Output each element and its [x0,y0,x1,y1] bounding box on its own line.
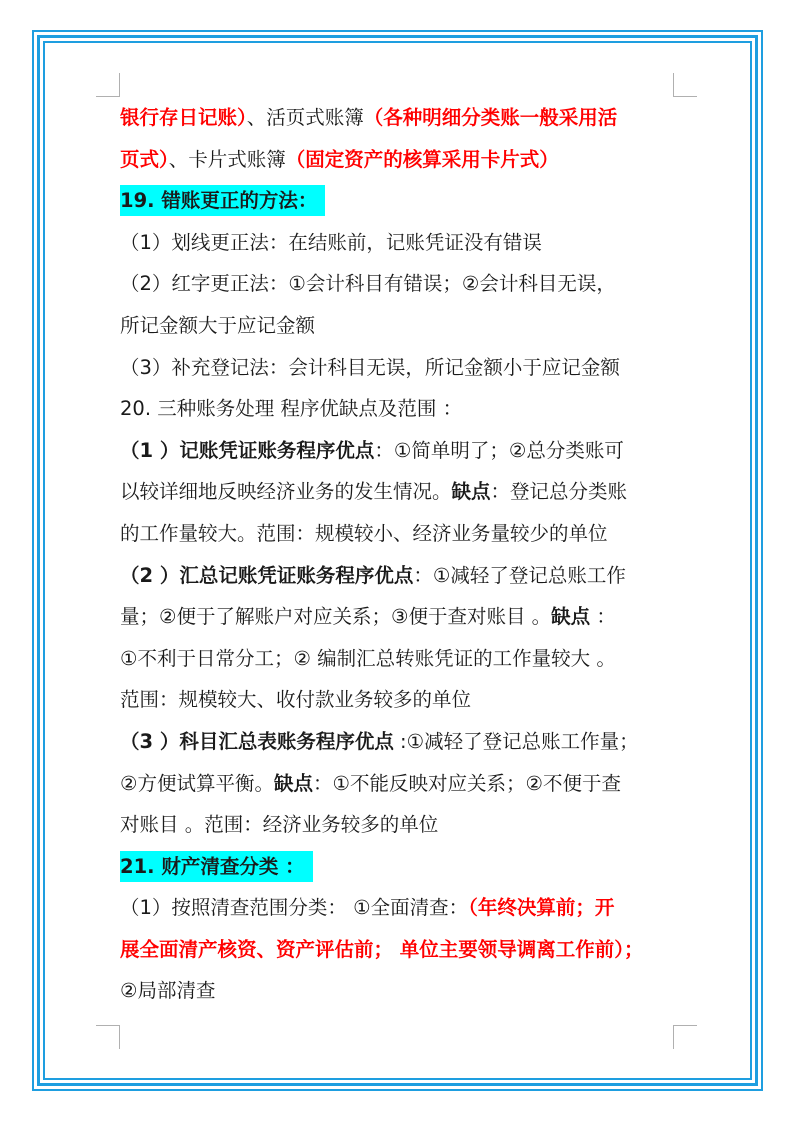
text-run: ：登记总分类账 [490,480,628,504]
text-line [120,97,680,139]
text-line [120,347,680,389]
text-line [120,929,680,971]
text-run: ： [590,605,616,629]
text-line [120,804,680,846]
emphasis-red-text: 展全面清产核资、资产评估前； 单位主要领导调离工作前）； [120,937,644,961]
text-run: 范围：规模较大、收付款业务较多的单位 [120,688,472,712]
crop-mark-bottom-left [96,1025,120,1049]
text-line [120,139,680,181]
emphasis-red-text: 银行存日记账） [120,106,247,129]
emphasis-red-text: （各种明细分类账一般采用活 [363,106,618,129]
crop-mark-top-left [96,73,120,97]
text-run: （1）按照清查范围分类： ①全面清查： [120,896,469,920]
text-line [120,180,680,222]
text-run: （3）补充登记法：会计科目无误，所记金额小于应记金额 [120,355,620,379]
text-line [120,388,680,430]
text-line [120,721,680,763]
text-run: 所记金额大于应记金额 [120,313,316,337]
crop-mark-top-right [673,73,697,97]
text-run: ②局部清查 [120,979,216,1003]
text-line [120,763,680,805]
text-line [120,887,680,929]
section-heading: 19. 错账更正的方法： [120,185,325,216]
text-line [120,679,680,721]
text-run: 以较详细地反映经济业务的发生情况。 [120,480,452,504]
text-run: 的工作量较大。范围：规模较小、经济业务量较少的单位 [120,521,608,545]
bold-text: 缺点 [451,480,491,504]
text-run: 20. 三种账务处理 程序优缺点及范围 ： [120,397,463,421]
text-run: ①不利于日常分工；② 编制汇总转账凭证的工作量较大 。 [120,646,616,670]
text-run: 量；②便于了解账户对应关系；③便于查对账目 。 [120,605,552,629]
text-run: 、活页式账簿 [246,106,364,129]
emphasis-red-text: （年终决算前；开 [468,896,615,920]
bold-text: （3 ）科目汇总表账务程序优点 [120,729,394,753]
emphasis-red-text: （固定资产的核算采用卡片式） [285,147,559,171]
bold-text: 缺点 [551,605,591,629]
bold-text: （1 ）记账凭证账务程序优点 [120,438,375,462]
text-line [120,970,680,1012]
text-line [120,638,680,680]
text-line [120,596,680,638]
text-line [120,555,680,597]
text-run: 对账目 。范围：经济业务较多的单位 [120,813,439,837]
emphasis-red-text: 页式） [120,147,169,171]
text-line [120,430,680,472]
bold-text: （2 ）汇总记账凭证账务程序优点 [120,563,414,587]
section-heading: 21. 财产清查分类 ： [120,851,313,882]
text-run: 、卡片式账簿 [168,147,286,171]
bold-text: 缺点 [273,771,313,795]
text-line [120,513,680,555]
text-run: :①减轻了登记总账工作量； [393,729,639,753]
text-line [120,222,680,264]
text-run: （2）红字更正法：①会计科目有错误；②会计科目无误， [120,272,616,296]
text-run: ②方便试算平衡。 [120,771,274,795]
text-line [120,471,680,513]
document-body [120,97,680,1012]
text-run: （1）划线更正法：在结账前，记账凭证没有错误 [120,230,542,254]
text-line [120,263,680,305]
text-run: ：①简单明了；②总分类账可 [374,438,624,462]
text-run: ：①减轻了登记总账工作 [413,563,626,587]
crop-mark-bottom-right [673,1025,697,1049]
text-line [120,846,680,888]
text-line [120,305,680,347]
text-run: ：①不能反映对应关系；②不便于查 [313,771,621,795]
